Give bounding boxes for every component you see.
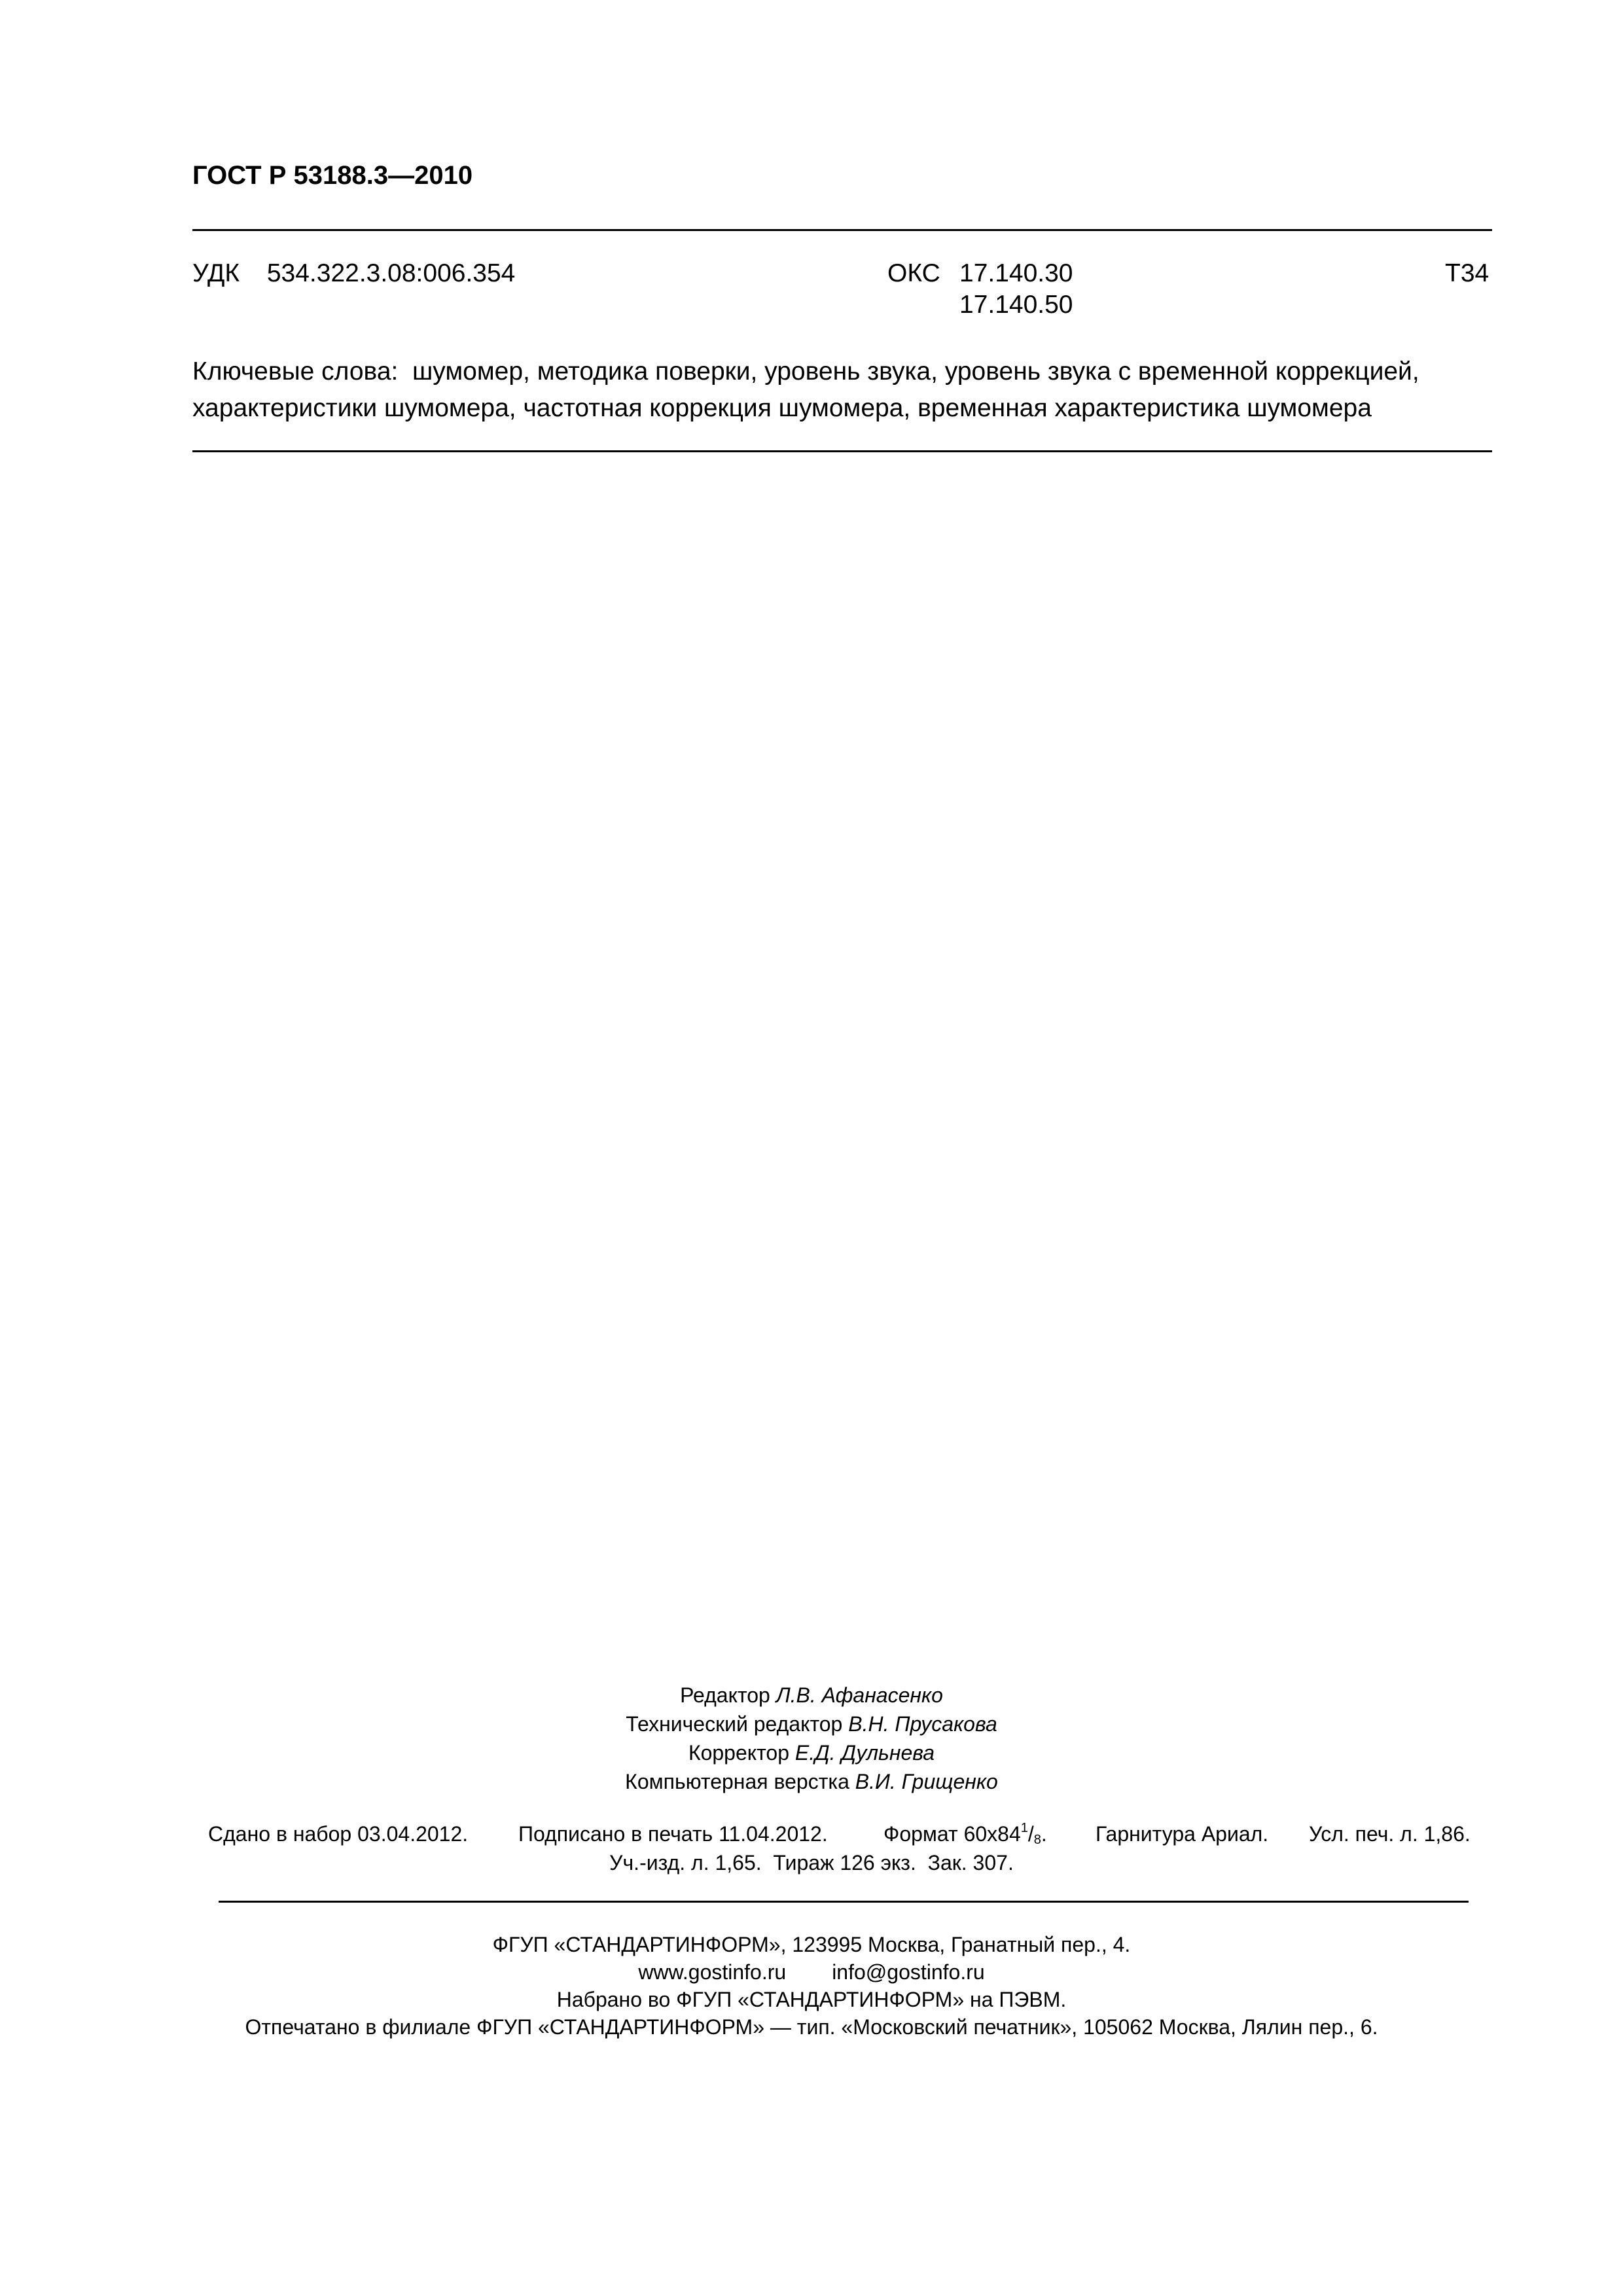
- publisher-footer: [0, 1931, 1623, 2041]
- keywords-block: [192, 353, 1501, 427]
- pub-circulation: Тираж 126 экз.: [773, 1851, 916, 1874]
- oks-value-2: 17.140.50: [959, 291, 1073, 319]
- pub-print-sheets: Усл. печ. л. 1,86.: [1309, 1822, 1471, 1846]
- udk-label: УДК: [192, 259, 240, 287]
- t-code: Т34: [1445, 259, 1489, 287]
- staff-credits: [0, 1681, 1623, 1796]
- oks-label: ОКС: [887, 259, 940, 287]
- publisher-email[interactable]: info@gostinfo.ru: [832, 1960, 985, 1984]
- keywords-label: Ключевые слова:: [192, 357, 399, 386]
- staff-name: Л.В. Афанасенко: [776, 1683, 943, 1707]
- udk-value: 534.322.3.08:006.354: [266, 259, 516, 287]
- document-title: ГОСТ Р 53188.3—2010: [192, 161, 473, 190]
- imprint-divider: [219, 1901, 1469, 1903]
- header-divider: [192, 229, 1492, 231]
- staff-name: В.И. Грищенко: [855, 1770, 998, 1793]
- publisher-contacts: [0, 1958, 1623, 1986]
- staff-role: Технический редактор: [626, 1712, 843, 1736]
- printing-note: Отпечатано в филиале ФГУП «СТАНДАРТИНФОРМ» — тип. «Московский печатник», 105062 Москва, Лялин пер., 6.: [245, 2015, 1378, 2039]
- udk-code: [192, 259, 515, 288]
- publisher-website[interactable]: www.gostinfo.ru: [638, 1960, 787, 1984]
- pub-signed: Подписано в печать 11.04.2012.: [518, 1822, 828, 1846]
- keywords-line-1: [192, 353, 1501, 390]
- staff-proofreader: [0, 1738, 1623, 1767]
- staff-name: Е.Д. Дульнева: [794, 1741, 935, 1765]
- staff-tech-editor: [0, 1710, 1623, 1738]
- publisher-address: ФГУП «СТАНДАРТИНФОРМ», 123995 Москва, Гранатный пер., 4.: [492, 1933, 1131, 1956]
- staff-role: Корректор: [688, 1741, 790, 1765]
- pub-submitted: Сдано в набор 03.04.2012.: [208, 1822, 469, 1846]
- staff-role: Компьютерная верстка: [625, 1770, 849, 1793]
- pub-edition-line: [0, 1851, 1623, 1875]
- staff-editor: [0, 1681, 1623, 1710]
- pub-edition-sheets: Уч.-изд. л. 1,65.: [609, 1851, 762, 1874]
- staff-layout: [0, 1767, 1623, 1796]
- pub-order: Зак. 307.: [927, 1851, 1014, 1874]
- keywords-text-1: шумомер, методика поверки, уровень звука, уровень звука с временной коррекцией,: [412, 357, 1419, 386]
- pub-format: Формат $60х84^1/_8$.: [883, 1821, 1047, 1847]
- oks-value-1: 17.140.30: [959, 259, 1073, 287]
- staff-role: Редактор: [680, 1683, 770, 1707]
- typesetting-note: Набрано во ФГУП «СТАНДАРТИНФОРМ» на ПЭВМ.: [556, 1988, 1067, 2011]
- keywords-divider: [192, 450, 1492, 452]
- keywords-text-2: характеристики шумомера, частотная коррекция шумомера, временная характеристика шумомера: [192, 394, 1372, 422]
- pub-typeface: Гарнитура Ариал.: [1096, 1822, 1269, 1846]
- staff-name: В.Н. Прусакова: [848, 1712, 997, 1736]
